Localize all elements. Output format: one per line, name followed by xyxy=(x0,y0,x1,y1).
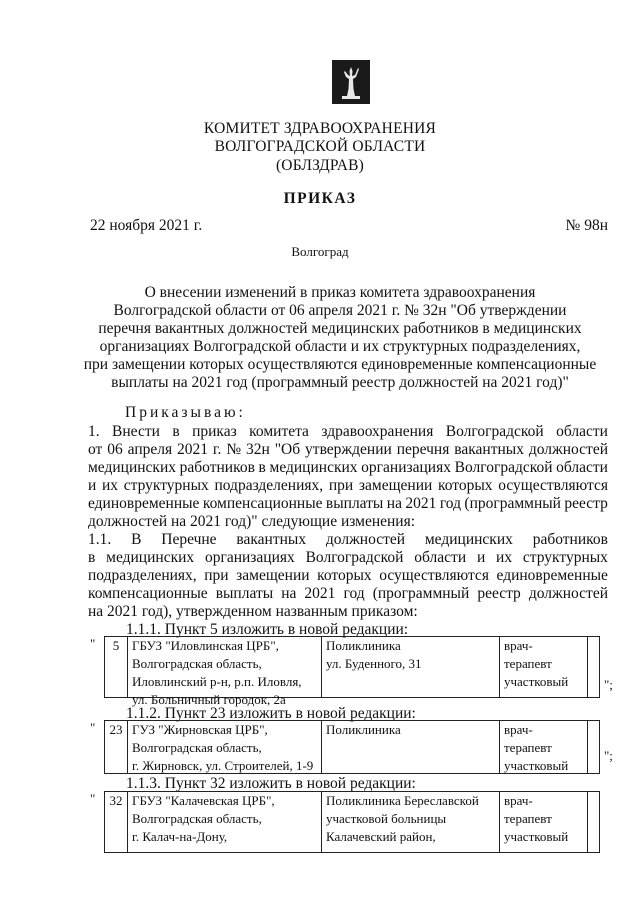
paragraph-line: на 2021 год), утвержденном названным приказом: xyxy=(88,603,418,620)
empty-cell xyxy=(588,792,599,852)
paragraph-line: медицинских работников в медицинских организациях Волгоградской области xyxy=(88,459,608,476)
paragraph-1 xyxy=(88,423,608,531)
order-city: Волгоград xyxy=(291,244,349,259)
position-cell xyxy=(500,792,588,852)
table-row xyxy=(104,720,600,774)
row-number-cell: 23 xyxy=(105,721,128,773)
institution-cell xyxy=(128,721,322,773)
paragraph-line: 1. Внести в приказ комитета здравоохранения Волгоградской области xyxy=(88,423,608,440)
subject-line: О внесении изменений в приказ комитета здравоохранения xyxy=(144,284,536,301)
cell-line: г. Жирновск, ул. Строителей, 1-9 xyxy=(132,758,314,773)
cell-line: Иловлинский р-н, р.п. Иловля, xyxy=(132,674,302,689)
order-directive-word: Приказываю: xyxy=(125,404,246,421)
close-quote: "; xyxy=(604,748,613,763)
cell-line: г. Калач-на-Дону, xyxy=(132,829,228,844)
org-abbreviation: (ОБЛЗДРАВ) xyxy=(275,157,365,174)
close-quote: "; xyxy=(604,677,613,692)
cell-line: участковый xyxy=(504,674,569,689)
cell-line: терапевт xyxy=(504,656,552,671)
department-cell xyxy=(322,792,500,852)
paragraph-line: подразделениях, при замещении которых осуществляются единовременные xyxy=(88,567,608,584)
table-row xyxy=(104,791,600,853)
paragraph-line: в медицинских организациях Волгоградской области и их структурных xyxy=(88,549,608,566)
cell-line: Волгоградская область, xyxy=(132,740,262,755)
subject-line: перечня вакантных должностей медицинских работников в медицинских xyxy=(98,320,582,337)
subject-line: Волгоградской области от 06 апреля 2021 г. № 32н "Об утверждении xyxy=(113,302,567,319)
cell-line: врач- xyxy=(504,638,533,653)
paragraph-line: компенсационные выплаты на 2021 год (программный реестр должностей xyxy=(88,585,608,602)
row-number-cell: 5 xyxy=(105,637,128,697)
empty-cell xyxy=(588,637,599,697)
paragraph-1-1 xyxy=(88,531,608,621)
position-cell xyxy=(500,721,588,773)
cell-line: терапевт xyxy=(504,811,552,826)
table-row xyxy=(104,636,600,707)
cell-line: Волгоградская область, xyxy=(132,811,262,826)
emblem-statue-icon xyxy=(336,62,366,102)
cell-line: ул. Буденного, 31 xyxy=(326,656,422,671)
cell-line: ГБУЗ "Иловлинская ЦРБ", xyxy=(132,638,279,653)
item-heading: 1.1.2. Пункт 23 изложить в новой редакции: xyxy=(126,705,416,722)
cell-line: участковый xyxy=(504,758,569,773)
order-subject xyxy=(0,284,640,392)
open-quote: " xyxy=(90,636,96,651)
order-date: 22 ноября 2021 г. xyxy=(90,217,203,234)
cell-line: терапевт xyxy=(504,740,552,755)
institution-cell xyxy=(128,637,322,707)
cell-line: Калачевский район, xyxy=(326,829,436,844)
cell-line: врач- xyxy=(504,793,533,808)
row-number-cell: 32 xyxy=(105,792,128,852)
org-name-line1: КОМИТЕТ ЗДРАВООХРАНЕНИЯ xyxy=(203,120,437,137)
cell-line: Поликлиника Береславской xyxy=(326,793,479,808)
cell-line: ГБУЗ "Калачевская ЦРБ", xyxy=(132,793,275,808)
coat-of-arms-emblem-icon xyxy=(332,60,370,104)
cell-line: участковый xyxy=(504,829,569,844)
cell-line: ГУЗ "Жирновская ЦРБ", xyxy=(132,722,268,737)
cell-line: врач- xyxy=(504,722,533,737)
open-quote: " xyxy=(90,720,96,735)
subject-line: выплаты на 2021 год (программный реестр должностей на 2021 год)" xyxy=(111,374,569,391)
paragraph-line: и их структурных подразделениях, при замещении которых осуществляются xyxy=(88,477,608,494)
department-cell xyxy=(322,721,500,773)
order-number: № 98н xyxy=(565,217,608,234)
department-cell xyxy=(322,637,500,697)
subject-line: при замещении которых осуществляются единовременные компенсационные xyxy=(83,356,597,373)
open-quote: " xyxy=(90,791,96,806)
org-name-line2: ВОЛГОГРАДСКОЙ ОБЛАСТИ xyxy=(214,138,426,155)
paragraph-line: должностей на 2021 год)" следующие изменения: xyxy=(88,513,416,530)
subject-line: организациях Волгоградской области и их структурных подразделениях, xyxy=(99,338,581,355)
item-heading: 1.1.3. Пункт 32 изложить в новой редакции: xyxy=(126,775,416,792)
cell-line: Волгоградская область, xyxy=(132,656,262,671)
institution-cell xyxy=(128,792,322,852)
item-heading: 1.1.1. Пункт 5 изложить в новой редакции: xyxy=(126,621,409,638)
cell-line: Поликлиника xyxy=(326,722,401,737)
document-type-title: ПРИКАЗ xyxy=(283,190,357,207)
position-cell xyxy=(500,637,588,697)
empty-cell xyxy=(588,721,599,773)
cell-line: участковой больницы xyxy=(326,811,447,826)
paragraph-line: от 06 апреля 2021 г. № 32н "Об утверждении перечня вакантных должностей xyxy=(88,441,608,458)
paragraph-line: 1.1. В Перечне вакантных должностей медицинских работников xyxy=(88,531,608,548)
cell-line: ул. Больничный городок, 2а xyxy=(132,692,286,707)
paragraph-line: единовременные компенсационные выплаты на 2021 год (программный реестр xyxy=(88,495,608,512)
cell-line: Поликлиника xyxy=(326,638,401,653)
